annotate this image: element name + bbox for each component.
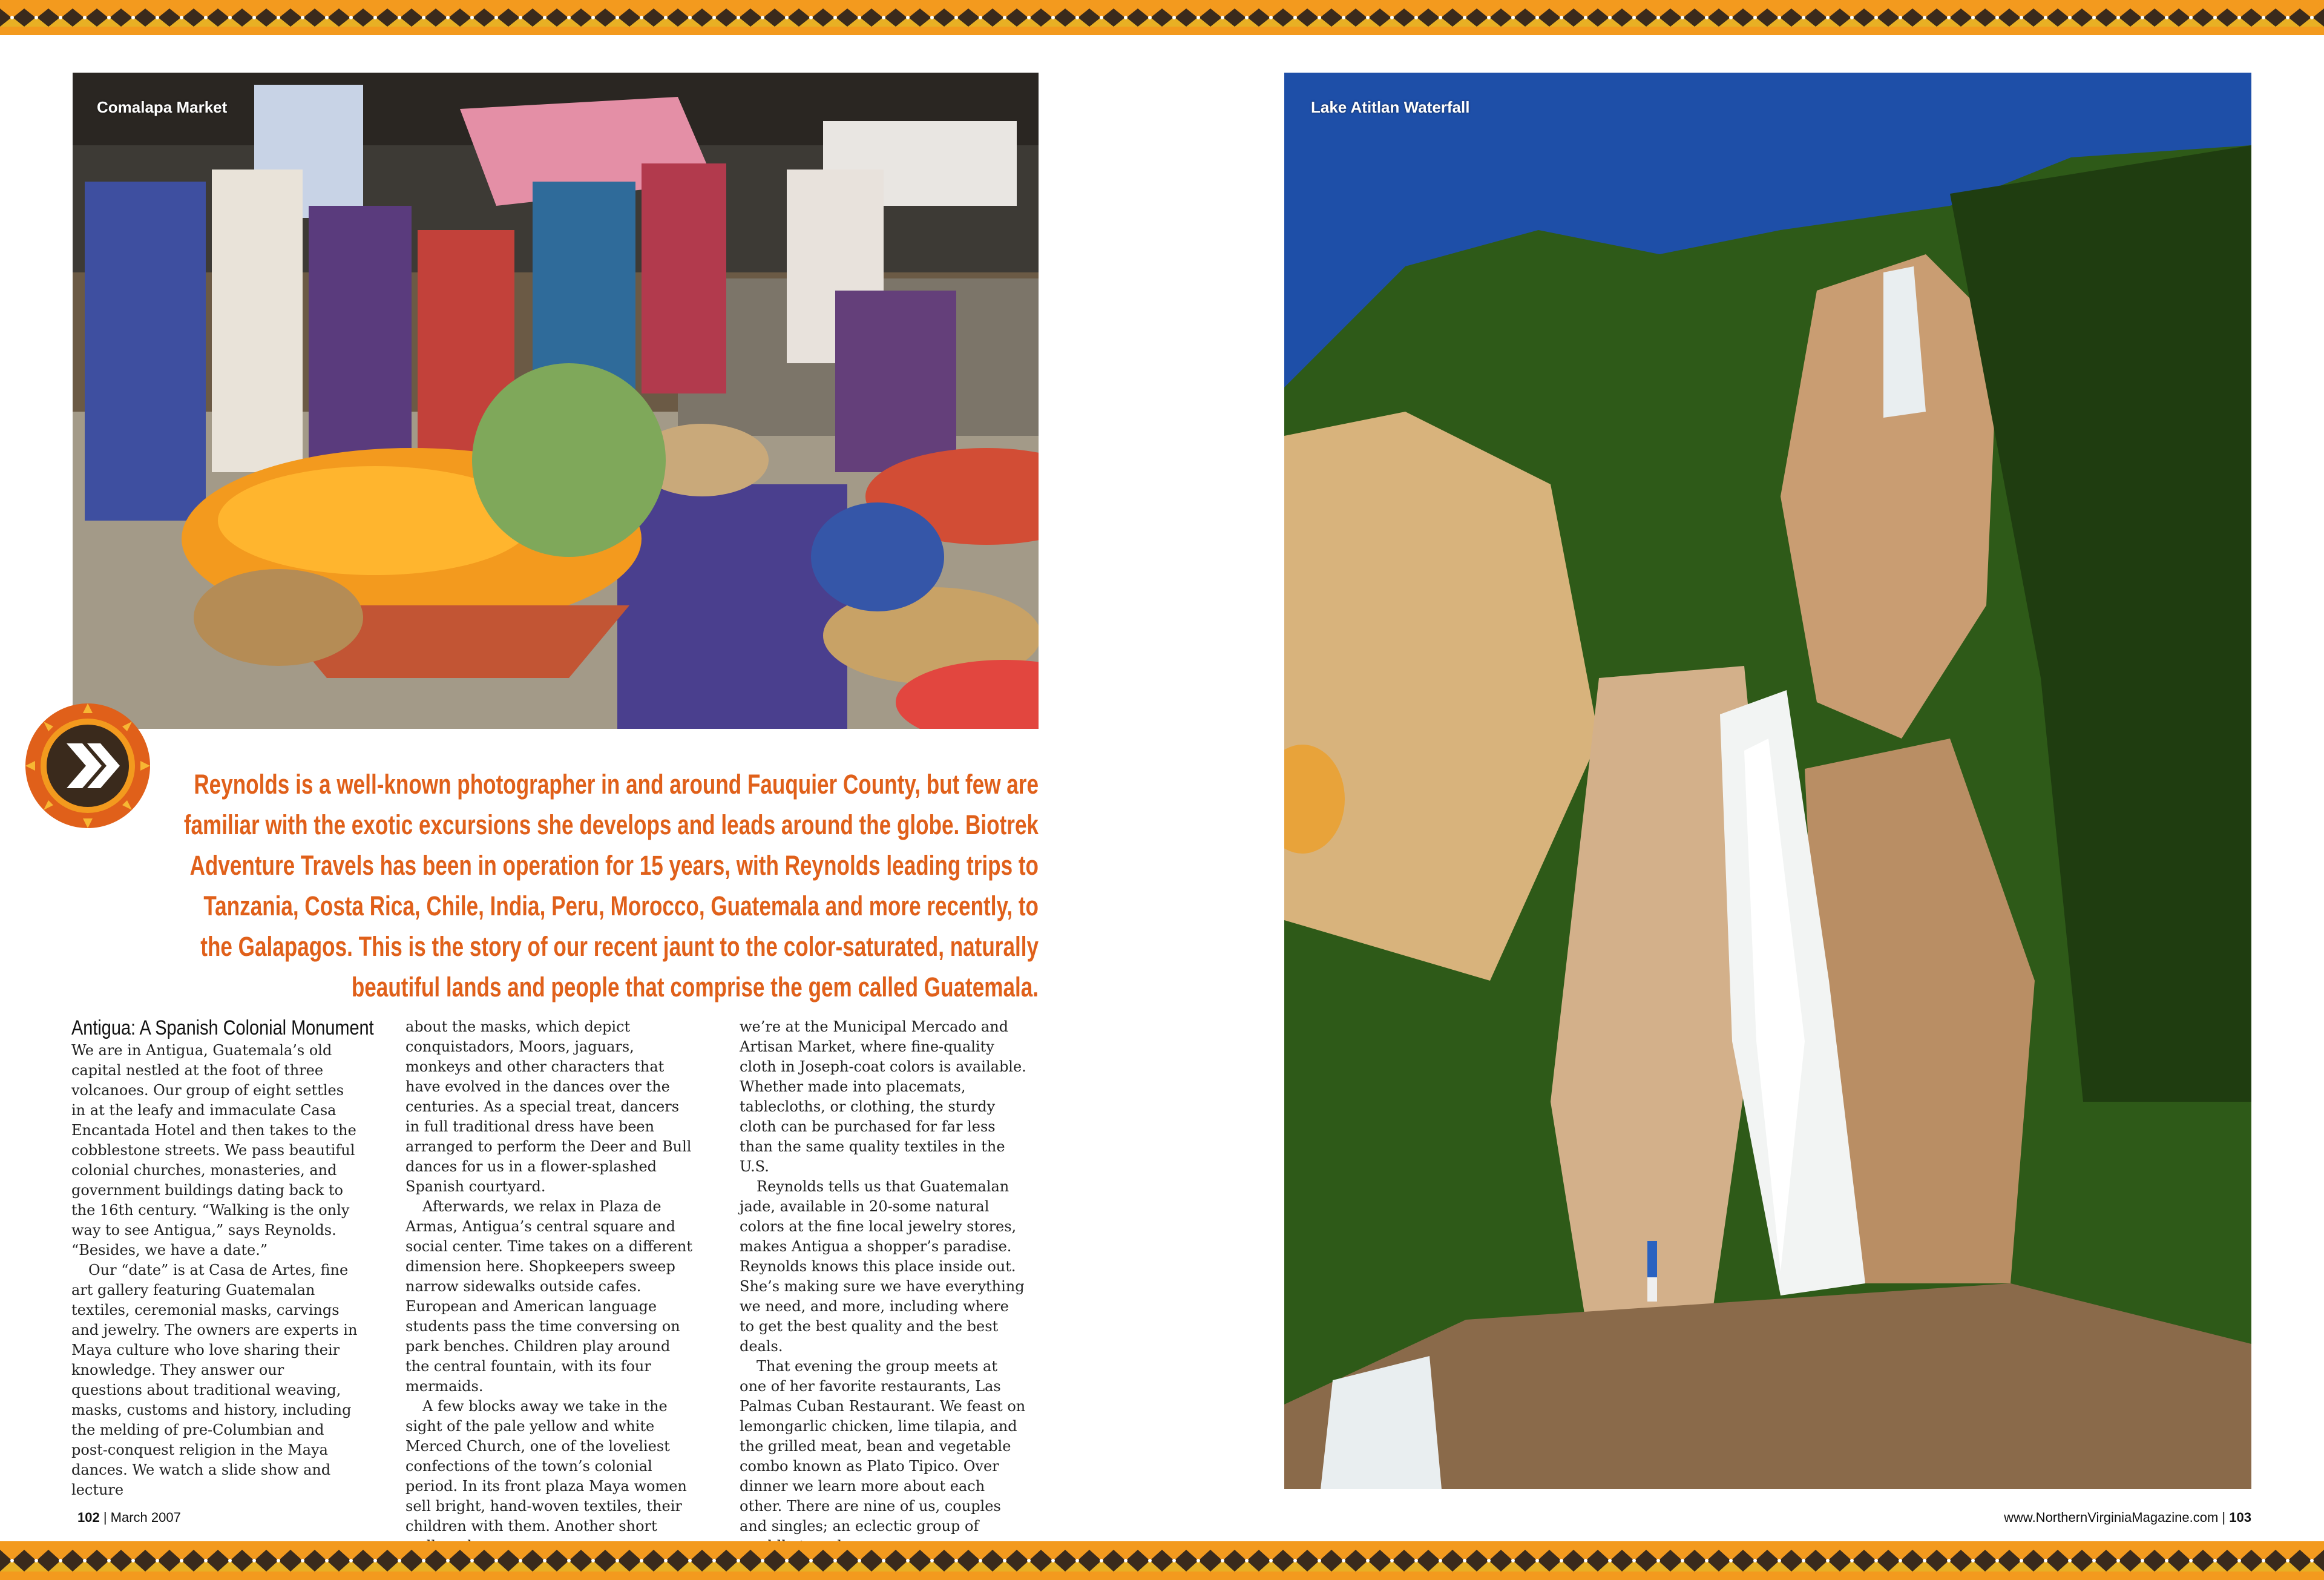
- paragraph: A few blocks away we take in the sight of the pale yellow and white Merced Church, one of the loveliest confections of the town’s colonial period. In its front plaza Maya women sell bright, hand-woven textiles, their children with them. Another short: [405, 1398, 687, 1535]
- pull-quote: Reynolds is a well-known photographer in and around Fauquier County, but few are familiar with the exotic excursions she develops and leads around the globe. Biotrek Adventure Travels has been in operation for 15 years, with Reynolds leading trips to Tanzania, Costa Rica, Chile, India, Peru, Morocco, Guatemala and more recently, to the Galapagos. This is the story of our recent jaunt to the color-saturated, naturally beautiful lands and people that comprise the gem called Guatemala.: [183, 769, 1039, 1002]
- waterfall-photo-caption: Lake Atitlan Waterfall: [1311, 98, 1470, 116]
- paragraph: We are in Antigua, Guatemala’s old capital nestled at the foot of three volcanoes. Our group of eight settles in at the leafy and immaculate Casa Encantada Hotel and then takes to the cobblestone streets. We pass beautiful colonial churches, monasteries, and government buildings dating back to the 16th century. “Walking is the only way to see Antigua,” says Reynolds. “Besides, we have a date.”: [71, 1042, 356, 1259]
- right-page-number: 103: [2229, 1510, 2251, 1525]
- paragraph: That evening the group meets at one of her favorite restaurants, Las Palmas Cuban Restaurant. We feast on lemongarlic chicken, lime tilapia, and the grilled meat, bean and vegetable combo known as Plato Tipico. Over dinner we learn more about each other. There are nine of us, couples and singles; an eclectic group of: [740, 1358, 1026, 1535]
- paragraph: Afterwards, we relax in Plaza de Armas, Antigua’s central square and social center. Time takes on a different dimension here. Shopkeepers sweep narrow sidewalks outside cafes. European and American language students pass the time conversing on park benches. Children play around the central fountain, with its four mermaids.: [405, 1198, 692, 1395]
- issue-date: | March 2007: [103, 1510, 181, 1525]
- paragraph: we’re at the Municipal Mercado and Artisan Market, where fine-quality cloth in Joseph-coat colors is available. Whether made into placemats, tablecloths, or clothing, the sturdy cloth can be purchased for far less than the same quality textiles in the U.S.: [740, 1018, 1026, 1175]
- left-folio: [77, 1510, 181, 1526]
- left-page-number: 102: [77, 1510, 100, 1525]
- paragraph: Our “date” is at Casa de Artes, fine art gallery featuring Guatemalan textiles, ceremonial masks, carvings and jewelry. The owners are experts in Maya culture who love sharing their knowledge. They answer our questions about traditional weaving, masks, customs and history, including the melding of pre-Columbian and post-conquest religion in the Maya dances. We watch a slide show and lecture: [71, 1262, 358, 1498]
- paragraph: about the masks, which depict conquistadors, Moors, jaguars, monkeys and other characters that have evolved in the dances over the centuries. As a special treat, dancers in full traditional dress have been arranged to perform the Deer and Bull dances for us in a flower-splashed Spanish courtyard.: [405, 1018, 692, 1195]
- article-column-3: [740, 1017, 1027, 1556]
- lake-atitlan-waterfall-photo: [1284, 73, 2251, 1489]
- paragraph: Reynolds tells us that Guatemalan jade, available in 20-some natural colors at the fine local jewelry stores, makes Antigua a shopper’s paradise. Reynolds knows this place inside out. She’s making sure we have everything we need, and more, including where to get the best quality and the best deals.: [740, 1178, 1025, 1355]
- top-decorative-border: [0, 0, 2324, 35]
- chevron-quote-badge-icon: [24, 702, 151, 829]
- article-column-2: [405, 1017, 693, 1556]
- comalapa-market-photo: [73, 73, 1039, 729]
- market-photo-caption: Comalapa Market: [97, 98, 228, 116]
- right-folio: [2004, 1510, 2251, 1526]
- section-heading: Antigua: A Spanish Colonial Monument: [71, 1016, 374, 1039]
- article-column-1: [71, 1016, 374, 1500]
- website-url: www.NorthernVirginiaMagazine.com |: [2004, 1510, 2226, 1525]
- bottom-decorative-border: [0, 1541, 2324, 1580]
